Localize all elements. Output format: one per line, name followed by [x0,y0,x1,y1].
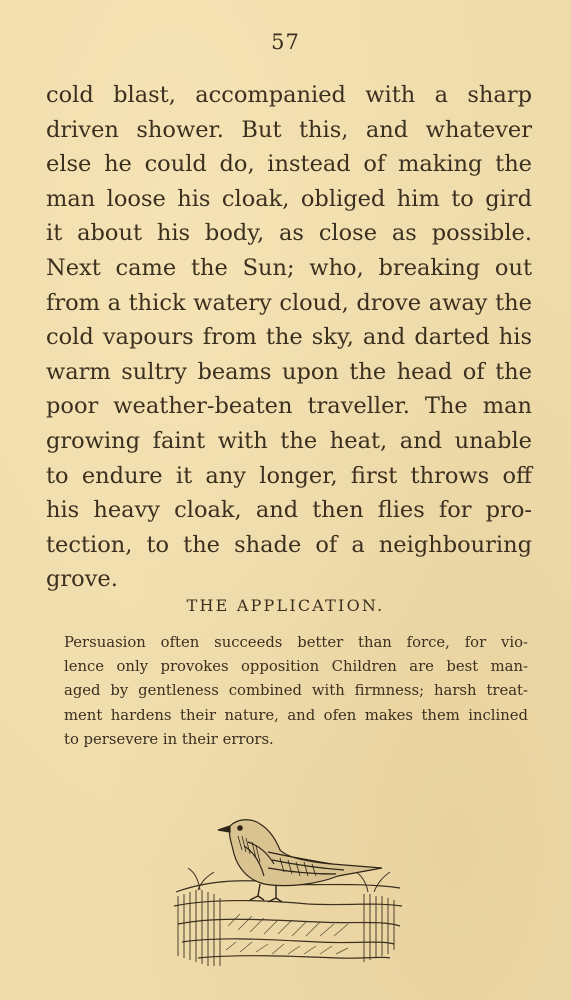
page-number: 57 [271,30,300,54]
application-line: lence only provokes opposition Children are best man- [64,658,528,676]
fable-line: else he could do, instead of making the [46,151,532,178]
fable-text [46,78,532,597]
fable-line: poor weather-beaten traveller. The man [46,393,532,420]
fable-line: from a thick watery cloud, drove away the [46,289,532,316]
application-heading: THE APPLICATION. [186,596,385,615]
fable-line: cold vapours from the sky, and darted his [46,324,532,351]
fable-line: Next came the Sun; who, breaking out [46,254,532,281]
bird-woodcut-icon [168,806,408,976]
fable-line: to endure it any longer, first throws off [46,462,532,489]
fable-line: man loose his cloak, obliged him to gird [46,185,532,212]
application-line: Persuasion often succeeds better than force, for vio- [64,634,528,651]
fable-line: cold blast, accompanied with a sharp [46,82,532,108]
fable-line: grove. [46,566,118,593]
fable-line: it about his body, as close as possible. [46,220,532,247]
application-line: aged by gentleness combined with firmness; harsh treat- [64,682,528,700]
fable-line: warm sultry beams upon the head of the [46,358,532,385]
fable-line: tection, to the shade of a neighbouring [46,531,532,558]
fable-line: driven shower. But this, and whatever [46,116,532,143]
application-line: ment hardens their nature, and ofen makes them inclined [64,706,528,724]
fable-line: his heavy cloak, and then flies for pro- [46,497,532,524]
application-text [64,631,528,752]
fable-line: growing faint with the heat, and unable [46,427,532,454]
application-line: to persevere in their errors. [64,730,274,748]
